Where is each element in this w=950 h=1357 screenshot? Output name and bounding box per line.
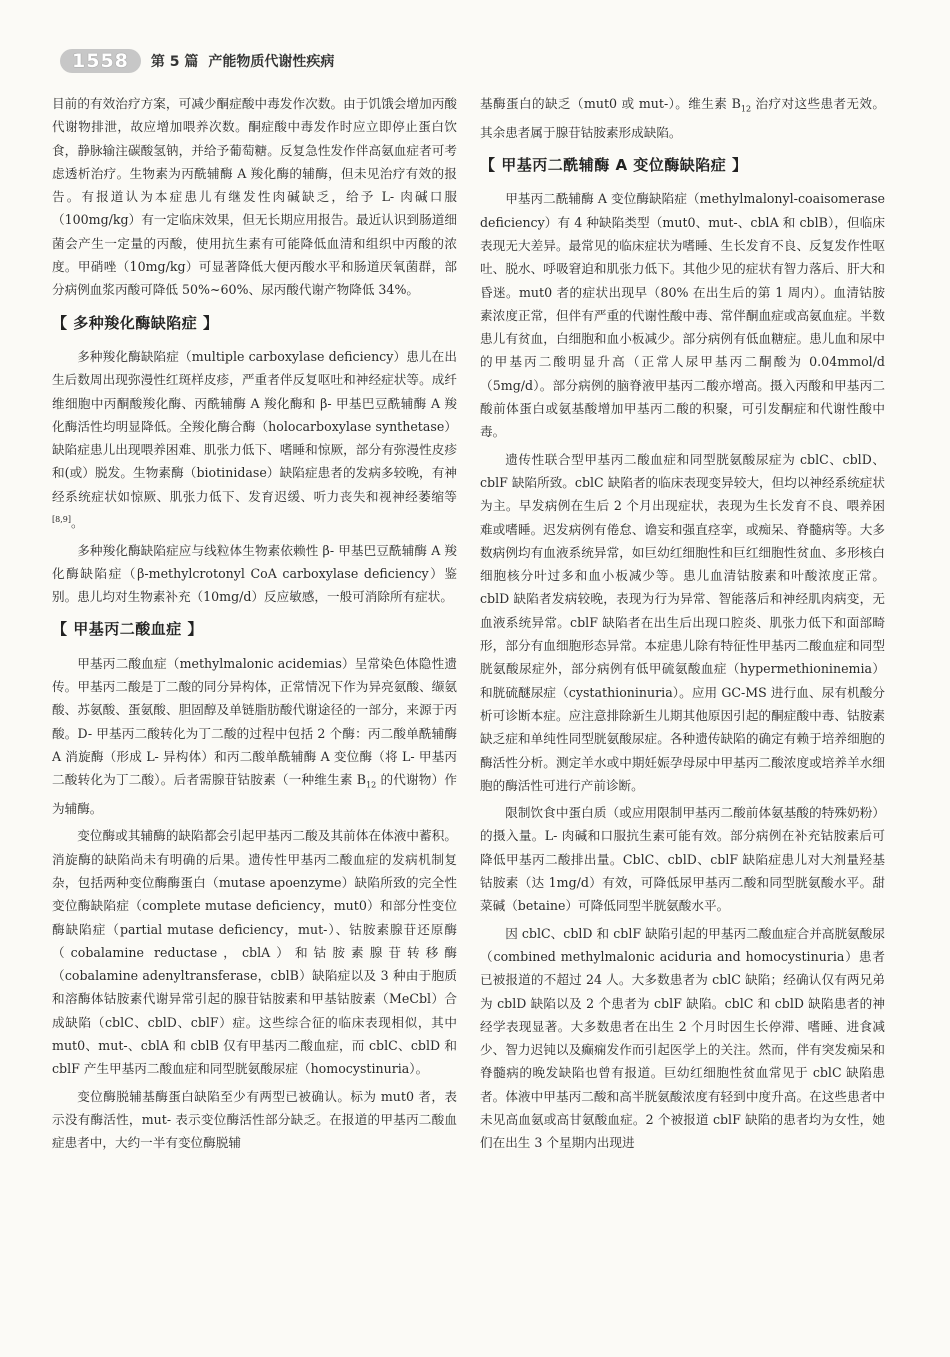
paragraph: 变位酶脱辅基酶蛋白缺陷至少有两型已被确认。标为 mut0 者，表示没有酶活性，mut- 表示变位酶活性部分缺乏。在报道的甲基丙二酸血症患者中，大约一半有变位酶脱辅 <box>52 1088 457 1151</box>
section-heading-methylmalonic: 【 甲基丙二酸血症 】 <box>52 620 203 639</box>
paragraph-text: 甲基丙二酸血症（methylmalonic acidemias）呈常染色体隐性遗传。甲基丙二酸是丁二酸的同分异构体，正常情况下作为异亮氨酸、缬氨酸、苏氨酸、蛋氨酸、胆固醇及单链脂肪酸代谢途径的一部分，来源于丙酸。D- 甲基丙二酸转化为丁二酸的过程中包括 2 个酶：丙二酸单酰辅酶 A 消旋酶（形成 L- 异构体）和丙二酸单酰辅酶 A 变位酶（将 L- 甲基丙二酸转化为丁二酸）。后者需腺苷钴胺素（一种维生素 B <box>52 655 457 788</box>
part-title: 产能物质代谢性疾病 <box>208 54 335 70</box>
right-column <box>480 92 885 1159</box>
subscript: 12 <box>366 780 377 790</box>
paragraph: 因 cblC、cblD 和 cblF 缺陷引起的甲基丙二酸血症合并高胱氨酸尿（combined methylmalonic aciduria and homocystinuria）患者已被报道的不超过 24 人。大多数患者为 cblC 缺陷；经确认仅有两兄弟为 cblD 缺陷以及 2 个患者为 cblF 缺陷。cblC 和 cblD 缺陷患者的神经学表现显著。大多数患者在出生 2 个月时因生长停滞、嗜睡、进食减少、智力迟钝以及癫痫发作而引起医学上的关注。然而，伴有突发痴呆和脊髓病的晚发缺陷也曾有报道。巨幼红细胞性贫血常见于 cblC 缺陷患者。体液中甲基丙二酸和高半胱氨酸浓度有轻到中度升高。在这些患者中未见高血氨或高甘氨酸血症。2 个被报道 cblF 缺陷的患者均为女性，她们在出生 3 个星期内出现进 <box>480 925 885 1151</box>
part-label: 第 5 篇 <box>150 54 199 70</box>
paragraph: 甲基丙二酰辅酶 A 变位酶缺陷症（methylmalonyl-coaisomerase deficiency）有 4 种缺陷类型（mut0、mut-、cblA 和 cblB），但临床表现无大差异。最常见的临床症状为嗜睡、生长发育不良、反复发作性呕吐、脱水、呼吸窘迫和肌张力低下。其他少见的症状有智力落后、肝大和昏迷。mut0 者的症状出现早（80% 在出生后的第 1 周内）。血清钴胺素浓度正常，但伴有严重的代谢性酸中毒、常伴酮血症或高氨血症。半数患儿有贫血，白细胞和血小板减少。部分病例有低血糖症。患儿血和尿中的甲基丙二酸明显升高（正常人尿甲基丙二酮酸为 0.04mmol/d（5mg/d）。部分病例的脑脊液甲基丙二酸亦增高。摄入丙酸和甲基丙二酸前体蛋白或氨基酸增加甲基丙二酸的积聚，可引发酮症和代谢性酸中毒。 <box>480 191 885 440</box>
paragraph-text: 基酶蛋白的缺乏（mut0 或 mut-）。维生素 B <box>480 96 741 111</box>
section-heading-mutase-deficiency: 【 甲基丙二酰辅酶 A 变位酶缺陷症 】 <box>480 156 748 175</box>
paragraph: 变位酶或其辅酶的缺陷都会引起甲基丙二酸及其前体在体液中蓄积。消旋酶的缺陷尚未有明确的后果。遗传性甲基丙二酸血症的发病机制复杂，包括两种变位酶酶蛋白（mutase apoenzyme）缺陷所致的完全性变位酶缺陷症（complete mutase deficiency，mut0）和部分性变位酶缺陷症（partial mutase deficiency，mut-）、钴胺素腺苷还原酶（cobalamine reductase，cblA）和钴胺素腺苷转移酶（cobalamine adenyltransferase，cblB）缺陷症以及 3 种由于胞质和溶酶体钴胺素代谢异常引起的腺苷钴胺素和甲基钴胺素（MeCbl）合成缺陷（cblC、cblD、cblF）症。这些综合征的临床表现相似，其中 mut0、mut-、cblA 和 cblB 仅有甲基丙二酸血症，而 cblC、cblD 和 cblF 产生甲基丙二酸血症和同型胱氨酸尿症（homocystinuria）。 <box>52 828 457 1077</box>
paragraph <box>52 345 457 535</box>
citation: [8,9] <box>52 515 71 525</box>
paragraph-text: 的代谢物）作为辅酶。 <box>52 772 457 817</box>
left-column <box>52 92 457 1158</box>
paragraph <box>52 652 457 821</box>
paragraph: 限制饮食中蛋白质（或应用限制甲基丙二酸前体氨基酸的特殊奶粉）的摄入量。L- 肉碱和口服抗生素可能有效。部分病例在补充钴胺素后可降低甲基丙二酸排出量。CblC、cblD、cblF 缺陷症患儿对大剂量羟基钴胺素（达 1mg/d）有效，可降低尿甲基丙二酸和同型胱氨酸水平。甜菜碱（betaine）可降低同型半胱氨酸水平。 <box>480 805 885 914</box>
paragraph-text: 多种羧化酶缺陷症（multiple carboxylase deficiency）患儿在出生后数周出现弥漫性红斑样皮疹，严重者伴反复呕吐和神经症状等。成纤维细胞中丙酮酸羧化酶、丙酰辅酶 A 羧化酶和 β- 甲基巴豆酰辅酶 A 羧化酶活性均明显降低。全羧化酶合酶（holocarboxylase synthetase）缺陷症患儿出现喂养困难、肌张力低下、嗜睡和惊厥，部分有弥漫性皮疹和(或）脱发。生物素酶（biotinidase）缺陷症患者的发病多较晚，有神经系统症状如惊厥、肌张力低下、发育迟缓、听力丧失和视神经萎缩等 <box>52 348 457 504</box>
page-number: 1558 <box>60 49 141 73</box>
paragraph: 多种羧化酶缺陷症应与线粒体生物素依赖性 β- 甲基巴豆酰辅酶 A 羧化酶缺陷症（β-methylcrotonyl CoA carboxylase deficiency）鉴别。患儿均对生物素补充（10mg/d）反应敏感，一般可消除所有症状。 <box>52 542 457 605</box>
paragraph-text: 治疗对这些患者无效。其余患者属于腺苷钴胺素形成缺陷。 <box>480 96 885 140</box>
header-title <box>151 51 335 71</box>
running-header <box>60 48 334 74</box>
paragraph: 遗传性联合型甲基丙二酸血症和同型胱氨酸尿症为 cblC、cblD、cblF 缺陷所致。cblC 缺陷者的临床表现变异较大，但均以神经系统症状为主。早发病例在生后 2 个月出现症状，表现为生长发育不良、喂养困难或嗜睡。迟发病例有倦怠、谵妄和强直痉挛，或痴呆、脊髓病等。大多数病例均有血液系统异常，如巨幼红细胞性和巨红细胞性贫血、多形核白细胞核分叶过多和血小板减少等。患儿血清钴胺素和叶酸浓度正常。cblD 缺陷者发病较晚，表现为行为异常、智能落后和神经肌肉病变，无血液系统异常。cblF 缺陷者在出生后出现口腔炎、肌张力低下和面部畸形，部分有血细胞形态异常。本症患儿除有特征性甲基丙二酸血症和同型胱氨酸尿症外，部分病例有低甲硫氨酸血症（hypermethioninemia）和胱硫醚尿症（cystathioninuria）。应用 GC-MS 进行血、尿有机酸分析可诊断本症。应注意排除新生儿期其他原因引起的酮症酸中毒、钴胺素缺乏症和单纯性同型胱氨酸尿症。各种遗传缺陷的确定有赖于培养细胞的酶活性分析。测定羊水或中期妊娠孕母尿中甲基丙二酸浓度或培养羊水细胞的酶活性可进行产前诊断。 <box>480 451 885 793</box>
paragraph <box>480 92 885 144</box>
paragraph-text: 。 <box>70 515 84 531</box>
section-heading-multiple-carboxylase: 【 多种羧化酶缺陷症 】 <box>52 313 219 332</box>
subscript: 12 <box>740 104 752 114</box>
paragraph: 目前的有效治疗方案，可减少酮症酸中毒发作次数。由于饥饿会增加丙酸代谢物排泄，故应增加喂养次数。酮症酸中毒发作时应立即停止蛋白饮食，静脉输注碳酸氢钠，并给予葡萄糖。反复急性发作伴高氨血症者可考虑透析治疗。生物素为丙酰辅酶 A 羧化酶的辅酶，但未见治疗有效的报告。有报道认为本症患儿有继发性肉碱缺乏，给予 L- 肉碱口服（100mg/kg）有一定临床效果，但无长期应用报告。最近认识到肠道细菌会产生一定量的丙酸，使用抗生素有可能降低血清和组织中丙酸的浓度。甲硝唑（10mg/kg）可显著降低大便丙酸水平和肠道厌氧菌群，部分病例血浆丙酸可降低 50%~60%、尿丙酸代谢产物降低 34%。 <box>52 96 457 298</box>
